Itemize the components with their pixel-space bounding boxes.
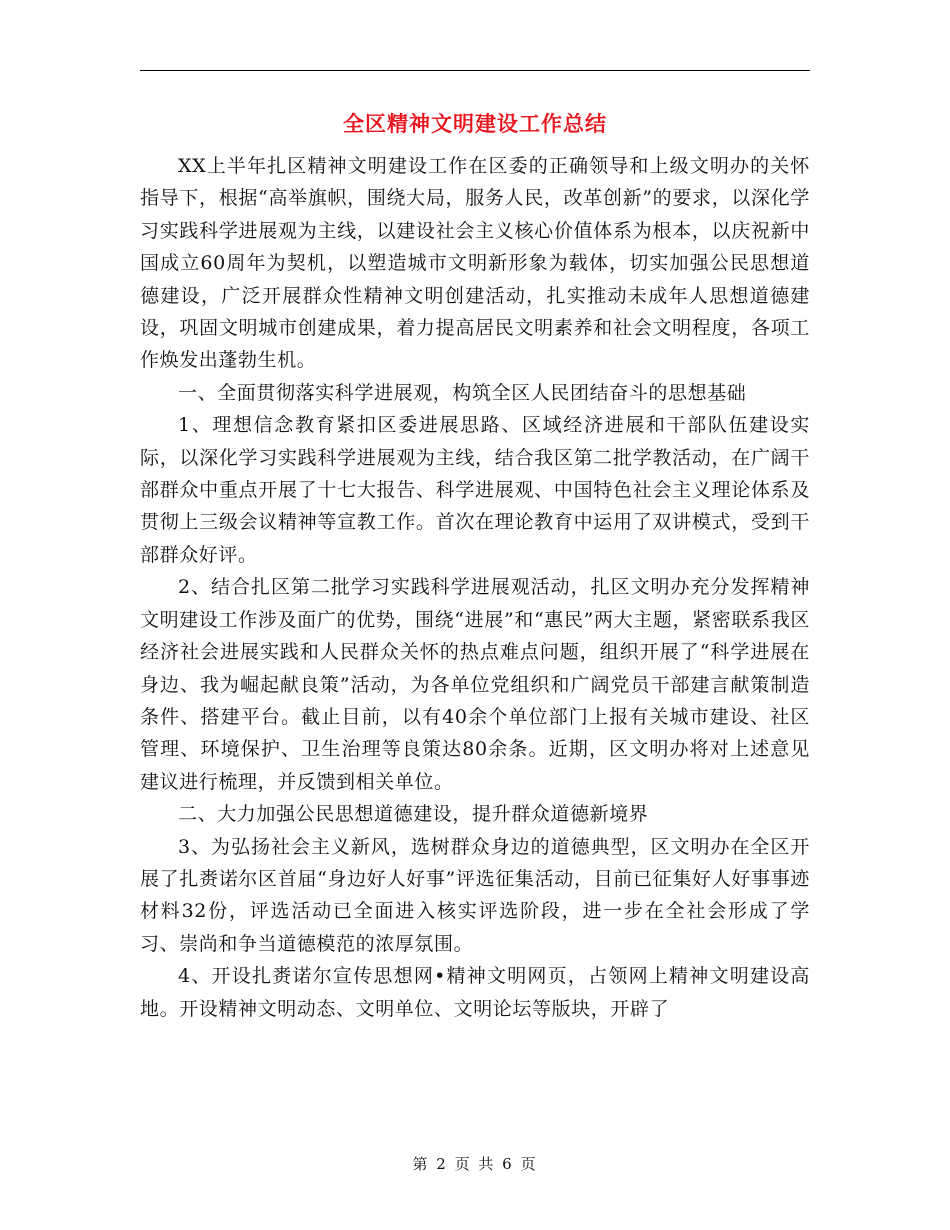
document-title: 全区精神文明建设工作总结 <box>343 112 607 136</box>
header-rule <box>140 70 810 71</box>
paragraph-item-1: 1、理想信念教育紧扣区委进展思路、区域经济进展和干部队伍建设实际，以深化学习实践科学进展观为主线，结合我区第二批学教活动，在广阔干部群众中重点开展了十七大报告、科学进展观、中国特色社会主义理论体系及贯彻上三级会议精神等宣教工作。首次在理论教育中运用了双讲模式，受到干部群众好评。 <box>140 414 810 566</box>
paragraph-item-3: 3、为弘扬社会主义新风，选树群众身边的道德典型，区文明办在全区开展了扎赉诺尔区首届“身边好人好事”评选征集活动，目前已征集好人好事事迹材料32份，评选活动已全面进入核实评选阶段，进一步在全社会形成了学习、崇尚和争当道德模范的浓厚氛围。 <box>140 835 810 955</box>
page-number-footer: 第 2 页 共 6 页 <box>412 1155 538 1173</box>
paragraph-intro: XX上半年扎区精神文明建设工作在区委的正确领导和上级文明办的关怀指导下，根据“高举旗帜，围绕大局，服务人民，改革创新”的要求，以深化学习实践科学进展观为主线，以建设社会主义核心价值体系为根本，以庆祝新中国成立60周年为契机，以塑造城市文明新形象为载体，切实加强公民思想道德建设，广泛开展群众性精神文明创建活动，扎实推动未成年人思想道德建设，巩固文明城市创建成果，着力提高居民文明素养和社会文明程度，各项工作焕发出蓬勃生机。 <box>140 155 810 372</box>
paragraph-item-4: 4、开设扎赉诺尔宣传思想网•精神文明网页，占领网上精神文明建设高地。开设精神文明动态、文明单位、文明论坛等版块，开辟了 <box>140 965 810 1020</box>
section-heading-2: 二、大力加强公民思想道德建设，提升群众道德新境界 <box>178 803 649 826</box>
document-body <box>140 150 810 1025</box>
paragraph-item-2: 2、结合扎区第二批学习实践科学进展观活动，扎区文明办充分发挥精神文明建设工作涉及面广的优势，围绕“进展”和“惠民”两大主题，紧密联系我区经济社会进展实践和人民群众关怀的热点难点问题，组织开展了“科学进展在身边、我为崛起献良策”活动，为各单位党组织和广阔党员干部建言献策制造条件、搭建平台。截止目前，以有40余个单位部门上报有关城市建设、社区管理、环境保护、卫生治理等良策达80余条。近期，区文明办将对上述意见建议进行梳理，并反馈到相关单位。 <box>140 576 810 793</box>
section-heading-1: 一、全面贯彻落实科学进展观，构筑全区人民团结奋斗的思想基础 <box>178 381 747 404</box>
